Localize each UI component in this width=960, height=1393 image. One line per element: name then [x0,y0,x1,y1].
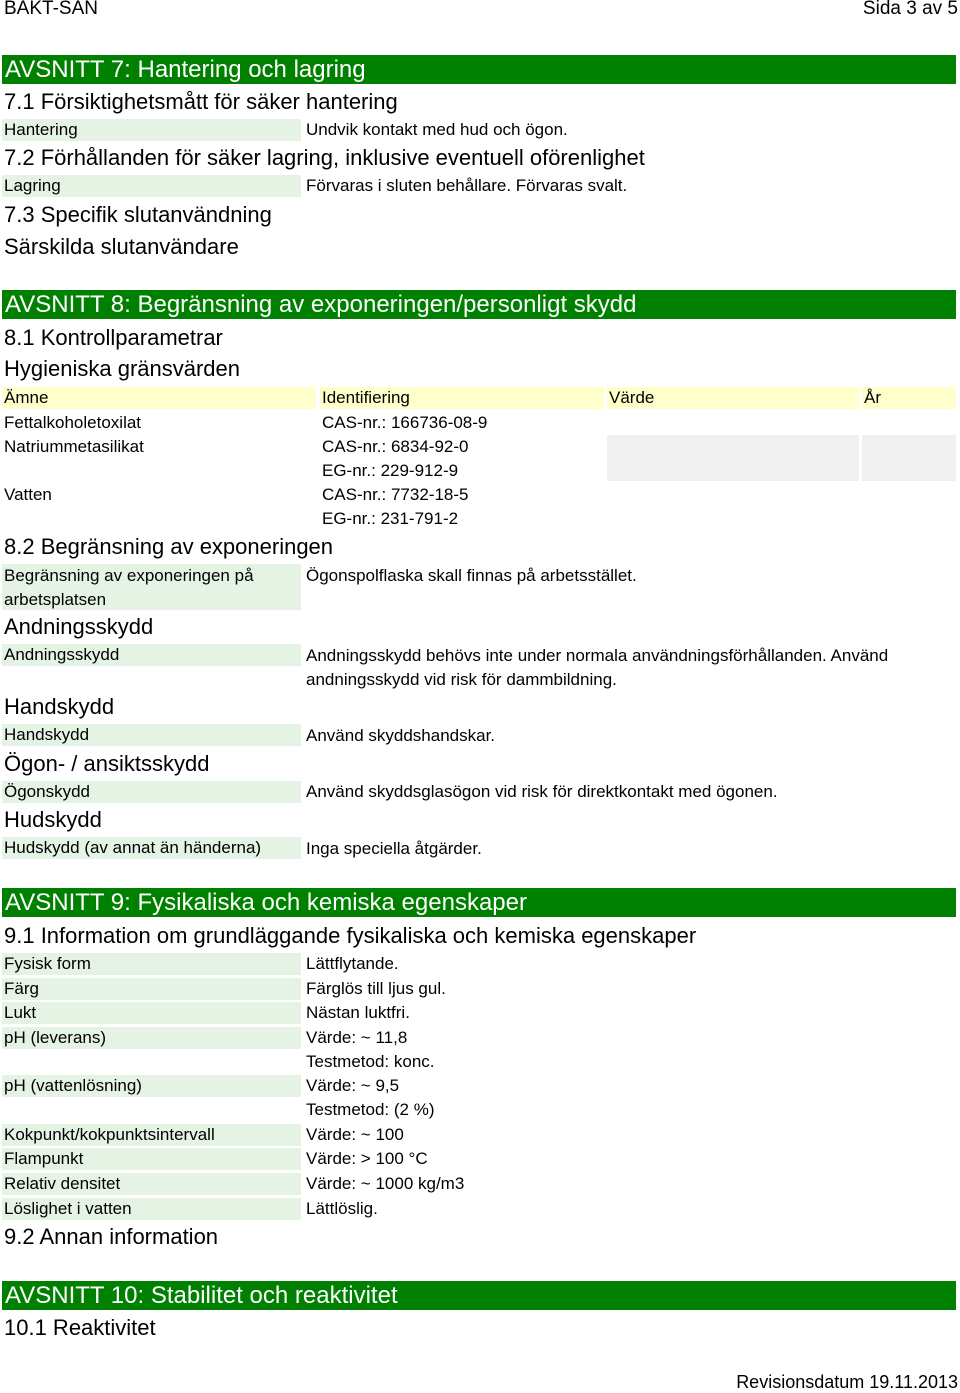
property-value: Lättlöslig. [306,1199,378,1218]
property-value: Värde: > 100 °C [306,1149,428,1168]
table-row-substance: Fettalkoholetoxilat [4,413,142,432]
property-value: Värde: ~ 1000 kg/m3 [306,1174,465,1193]
workplace-exposure-value: Ögonspolflaska skall finnas på arbetsstället. [306,566,637,585]
heading-9-2: 9.2 Annan information [4,1224,219,1249]
table-cell-empty [862,435,956,481]
property-label: pH (leverans) [2,1027,301,1049]
document-name: BAKT-SAN [4,0,98,19]
section-8-title: AVSNITT 8: Begränsning av exponeringen/personligt skydd [2,290,956,319]
property-value: Värde: ~ 11,8 [306,1028,408,1047]
heading-hygienic-limits: Hygieniska gränsvärden [4,356,241,381]
property-label: pH (vattenlösning) [2,1075,301,1097]
property-value: Nästan luktfri. [306,1003,410,1022]
heading-9-1: 9.1 Information om grundläggande fysikaliska och kemiska egenskaper [4,923,697,948]
table-header-value: Värde [607,387,859,409]
heading-8-1: 8.1 Kontrollparametrar [4,325,223,350]
respiratory-label: Andningsskydd [2,644,301,666]
storage-label: Lagring [2,175,301,197]
property-label: Lukt [2,1002,301,1024]
property-value: Färglös till ljus gul. [306,979,446,998]
handling-value: Undvik kontakt med hud och ögon. [306,120,568,139]
hand-protection-value: Använd skyddshandskar. [306,726,496,745]
hand-protection-label: Handskydd [2,724,301,746]
property-label: Färg [2,978,301,1000]
heading-7-1: 7.1 Försiktighetsmått för säker hantering [4,89,398,114]
workplace-exposure-label: Begränsning av exponeringen på arbetsplatsen [2,564,301,610]
section-9-title: AVSNITT 9: Fysikaliska och kemiska egenskaper [2,888,956,917]
property-value-extra: Testmetod: (2 %) [306,1100,435,1119]
table-header-year: År [862,387,956,409]
table-row-id: CAS-nr.: 166736-08-9 [322,413,488,432]
eye-protection-heading: Ögon- / ansiktsskydd [4,751,210,776]
eye-protection-value: Använd skyddsglasögon vid risk för direktkontakt med ögonen. [306,782,778,801]
heading-7-3: 7.3 Specifik slutanvändning [4,202,272,227]
hand-protection-heading: Handskydd [4,694,115,719]
respiratory-value-cont: andningsskydd vid risk för dammbildning. [306,670,617,689]
table-row-id: EG-nr.: 231-791-2 [322,509,459,528]
property-label: Flampunkt [2,1148,301,1170]
table-row-id: CAS-nr.: 6834-92-0 [322,437,469,456]
page-number: Sida 3 av 5 [862,0,958,19]
property-label: Löslighet i vatten [2,1198,301,1220]
property-value-extra: Testmetod: konc. [306,1052,435,1071]
revision-date: Revisionsdatum 19.11.2013 [736,1372,958,1392]
skin-protection-value: Inga speciella åtgärder. [306,839,482,858]
table-header-substance: Ämne [2,387,316,409]
table-row-id: CAS-nr.: 7732-18-5 [322,485,469,504]
table-header-identification: Identifiering [320,387,604,409]
property-label: Relativ densitet [2,1173,301,1195]
property-label: Fysisk form [2,953,301,975]
storage-value: Förvaras i sluten behållare. Förvaras svalt. [306,176,628,195]
section-10-title: AVSNITT 10: Stabilitet och reaktivitet [2,1281,956,1310]
skin-protection-heading: Hudskydd [4,807,102,832]
property-value: Värde: ~ 100 [306,1125,404,1144]
heading-8-2: 8.2 Begränsning av exponeringen [4,534,334,559]
table-row-substance: Vatten [4,485,52,504]
handling-label: Hantering [2,119,301,141]
respiratory-value: Andningsskydd behövs inte under normala användningsförhållanden. Använd [306,646,889,665]
heading-10-1: 10.1 Reaktivitet [4,1315,156,1340]
property-value: Värde: ~ 9,5 [306,1076,400,1095]
heading-7-2: 7.2 Förhållanden för säker lagring, inklusive eventuell oförenlighet [4,145,645,170]
section-7-title: AVSNITT 7: Hantering och lagring [2,55,956,84]
table-row-substance: Natriummetasilikat [4,437,144,456]
heading-special-end-users: Särskilda slutanvändare [4,234,239,259]
eye-protection-label: Ögonskydd [2,781,301,803]
table-row-id: EG-nr.: 229-912-9 [322,461,459,480]
property-label: Kokpunkt/kokpunktsintervall [2,1124,301,1146]
skin-protection-label: Hudskydd (av annat än händerna) [2,837,301,859]
respiratory-heading: Andningsskydd [4,614,154,639]
table-cell-empty [607,435,859,481]
property-value: Lättflytande. [306,954,399,973]
